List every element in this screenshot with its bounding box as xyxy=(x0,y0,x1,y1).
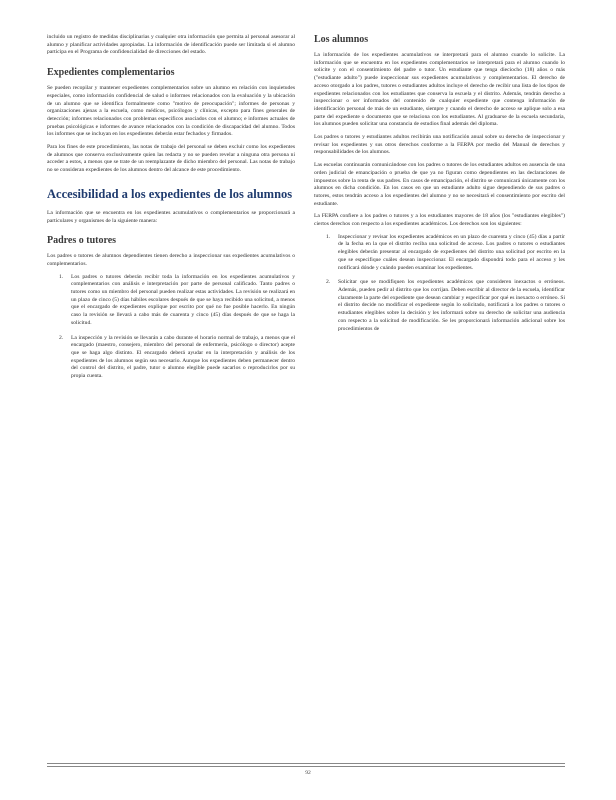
expedientes-paragraph-2: Para los fines de este procedimiento, las notas de trabajo del personal se deben excluir como los expedientes de alumnos que conserva exclusivamente quien las redacta y no se pueden revelar a ninguna otra persona ni acceder a estos, a menos que se trate de un reemplazante de dicho miembro del personal. Las notas de trabajo no se consideran expedientes de los alumnos dentro del alcance de este procedimiento. xyxy=(47,144,295,174)
accesibilidad-paragraph: La información que se encuentra en los expedientes acumulativos o complementarios se proporcionará a particulares y organismes de la siguiente manera: xyxy=(47,209,295,224)
expedientes-paragraph-1: Se pueden recopilar y mantener expedientes complementarios sobre un alumno en relación con inquietudes especiales, como información confidencial de salud o informes relacionados con la evaluación y la ubicación de un alumno que se identifica formalmente como "motivo de preocupación"; informes de personas y organizaciones ajenas a la escuela, como médicos, psicólogos y clínicas, excepto para fines generales de detección; informes relacionados con problemas específicos asociados con el alumno; e informes actuales de pruebas psicológicas e informes de avance relacionados con la condición de discapacidad del alumno. Todos los informes que se incluyan en los expedientes deberán estar fechados y firmados. xyxy=(47,85,295,138)
ferpa-list-item xyxy=(324,234,565,273)
list-number: 2. xyxy=(326,279,331,286)
list-item-text: Los padres o tutores deberán recibir toda la información en los expedientes acumulativos y complementarios con análisis e interpretación por parte de personal calificado. Tanto padres o tutores como un miembro del personal pueden realizar estas actividades. La revisión se realizará en un plazo de cinco (5) días hábiles escolares después de que se haya recibido una solicitud, a menos que el encargado de expedientes explique por escrito por qué no fue posible hacerlo. En ningún caso la revisión se llevará a cabo más de cuarenta y cinco (45) días después de que se haga la solicitud. xyxy=(71,273,295,326)
padres-list-item xyxy=(57,335,295,381)
list-number: 2. xyxy=(59,334,64,341)
right-column xyxy=(314,34,565,340)
alumnos-paragraph-1: La información de los expedientes acumulativos se interpretará para el alumno cuando lo solicite. La información que se encuentra en los expedientes complementarios se interpretará para el alumno cuando lo solicite y con el consentimiento del padre o tutor. Un estudiante que tenga dieciocho (18) años o más ("estudiante adulto") puede inspeccionar sus expedientes acumulativos y complementarios. El derecho de acceso otorgado a los padres, tutores o estudiantes adultos incluye el derecho de recibir una lista de los tipos de expedientes relacionados con los estudiantes que conserva la escuela y el distrito. Además, tendrán derecho a inspeccionar o ser informados del contenido de cualquier expediente que contenga información de identificación personal de más de un estudiante, siempre y cuando el derecho de acceso se aplique solo a esa parte del expediente o documento que se relaciona con los estudiantes. Al graduarse de la escuela secundaria, los alumnos pueden solicitar una constancia de estudios final además del diploma. xyxy=(314,52,565,128)
list-item-text: Solicitar que se modifiquen los expedientes académicos que consideren inexactos o erróneos. Además, pueden pedir al distrito que los corrijan. Deben escribir al director de la escuela, identificar claramente la parte del expediente que desean cambiar y especificar por qué es inexacto o erróneo. Si el distrito decide no modificar el expediente según lo solicitado, notificará a los padres o tutores o estudiantes elegibles sobre la decisión y les informará sobre su derecho de solicitar una audiencia con respecto a la solicitud de modificación. Se les proporcionará información adicional sobre los procedimientos de xyxy=(338,279,565,332)
footer-rule xyxy=(47,763,565,764)
alumnos-paragraph-3: Las escuelas continuarán comunicándose con los padres o tutores de los estudiantes adultos en ausencia de una orden judicial de emancipación o prueba de que ya no figuran como dependientes en las declaraciones de impuestos sobre la renta de sus padres. En casos de emancipación, el distrito se comunicará únicamente con los alumnos en dicha condición. En los casos en que un estudiante adulto sigue dependiendo de sus padres o tutores, estos tendrán acceso a los expedientes del alumno y no se necesitará el consentimiento por escrito del estudiante. xyxy=(314,162,565,207)
ferpa-list-item xyxy=(324,279,565,333)
page-number: 92 xyxy=(305,770,311,776)
heading-expedientes-complementarios: Expedientes complementarios xyxy=(47,67,175,79)
ferpa-list xyxy=(314,234,565,333)
intro-paragraph: incluido un registro de medidas disciplinarias y cualquier otra información que permita al personal asesorar al alumno y planificar actividades apropiadas. La información de identificación puede ser limitada si el alumno participa en el Programa de confidencialidad de direcciones del estado. xyxy=(47,34,295,56)
heading-accesibilidad: Accesibilidad a los expedientes de los alumnos xyxy=(47,186,293,201)
alumnos-paragraph-2: Los padres o tutores y estudiantes adultos recibirán una notificación anual sobre su derecho de inspeccionar y revisar los expedientes y sus otros derechos conforme a la FERPA por medio del Manual de derechos y responsabilidades de los alumnos. xyxy=(314,134,565,156)
padres-list-item xyxy=(57,274,295,328)
list-item-text: La inspección y la revisión se llevarán a cabo durante el horario normal de trabajo, a menos que el encargado (maestro, consejero, miembro del personal de enfermería, psicólogo o director) acepte que se haga algo distinto. El encargado deberá ayudar en la interpretación y análisis de los expedientes de los alumnos según sea necesario. Aunque los expedientes deben permanecer dentro del control del distrito, el padre, tutor o alumno elegible puede sacarlos o reproducirlos por su propia cuenta. xyxy=(71,334,295,380)
heading-padres-tutores: Padres o tutores xyxy=(47,235,117,247)
padres-paragraph: Los padres o tutores de alumnos dependientes tienen derecho a inspeccionar sus expedientes acumulativos o complementarios. xyxy=(47,253,295,267)
list-item-text: Inspeccionar y revisar los expedientes académicos en un plazo de cuarenta y cinco (45) días a partir de la fecha en la que el distrito reciba una solicitud de acceso. Los padres o tutores o estudiantes elegibles deberán presentar al encargado de expedientes del distrito una solicitud por escrito en la que se especifique cuáles desean inspeccionar. El encargado dispondrá todo para el acceso y les notificará dónde y cuándo pueden examinar los expedientes. xyxy=(338,233,565,271)
left-column xyxy=(47,34,295,388)
footer-rule xyxy=(47,766,565,767)
padres-list xyxy=(47,274,295,381)
list-number: 1. xyxy=(326,233,331,240)
heading-los-alumnos: Los alumnos xyxy=(314,34,369,45)
list-number: 1. xyxy=(59,273,64,280)
ferpa-intro-paragraph: La FERPA confiere a los padres o tutores y a los estudiantes mayores de 18 años (los "estudiantes elegibles") ciertos derechos con respecto a los expedientes académicos. Los derechos son los siguientes: xyxy=(314,213,565,228)
